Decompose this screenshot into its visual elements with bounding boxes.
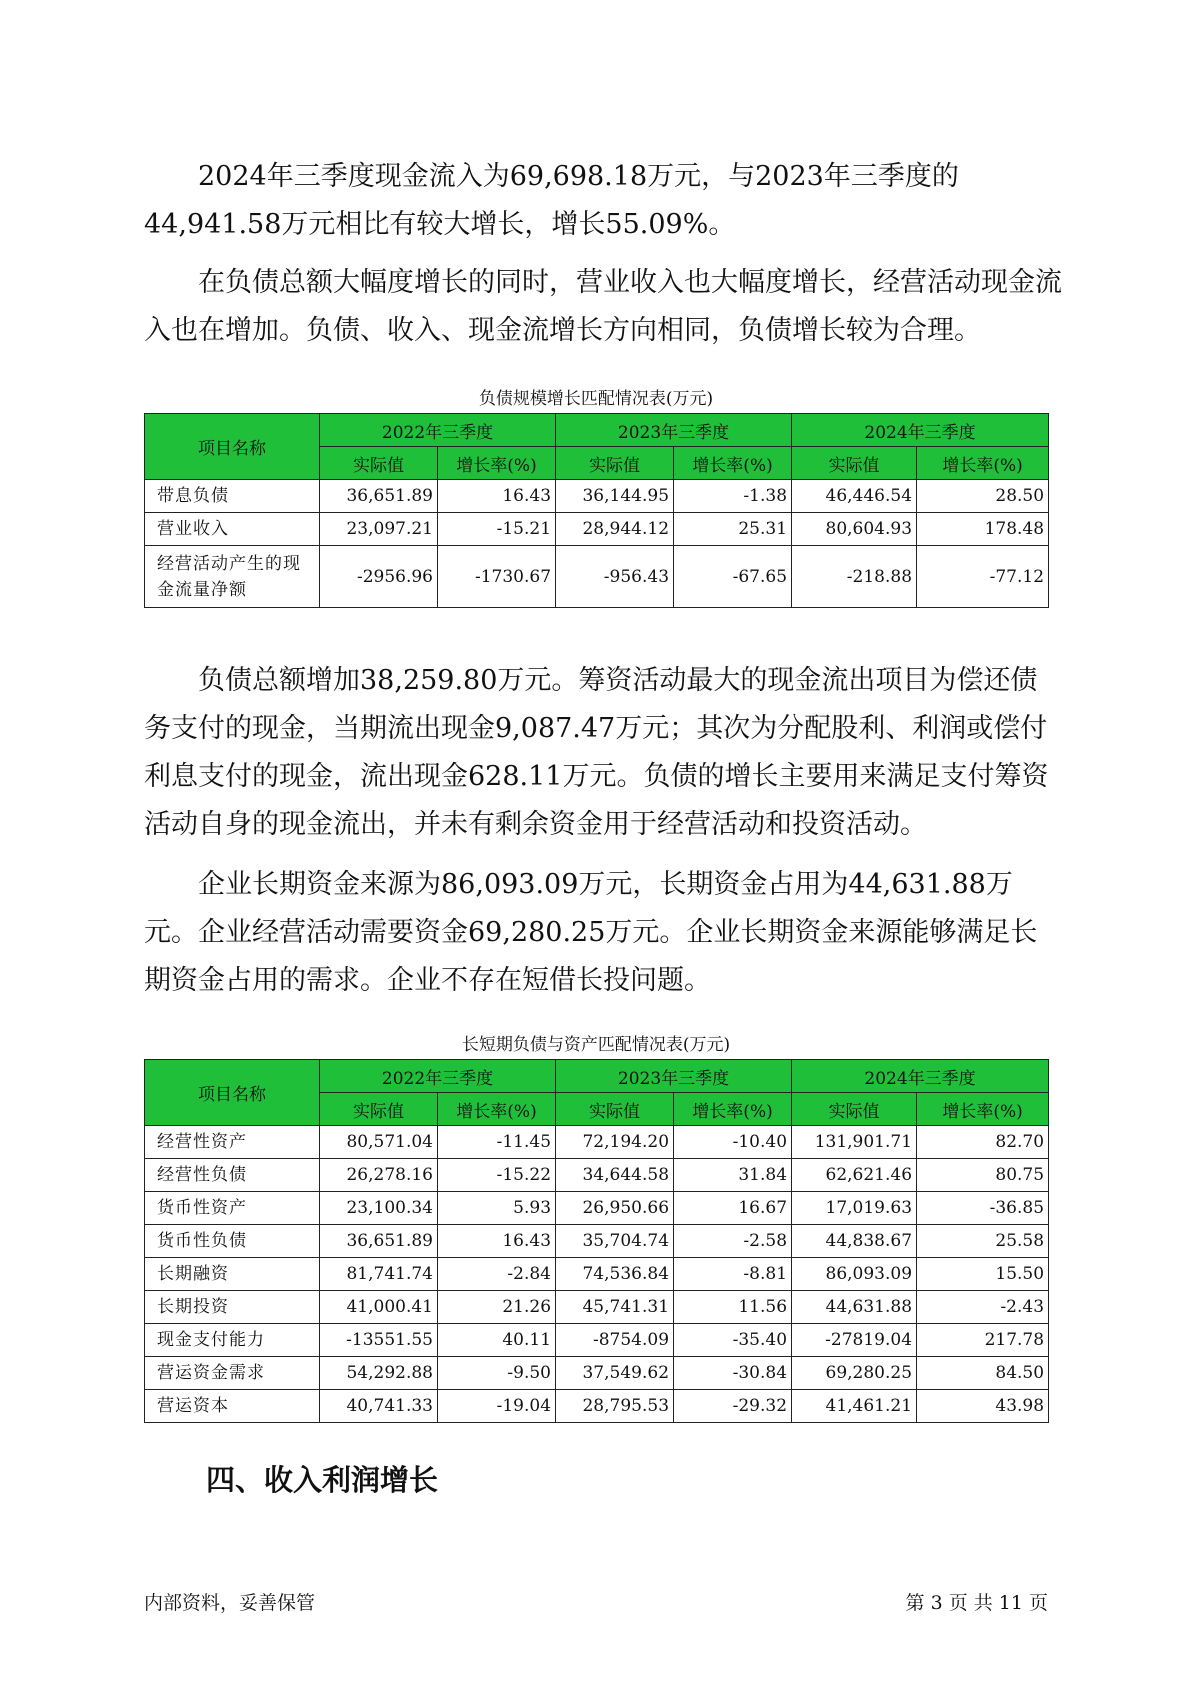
table-row: [145, 1126, 1049, 1159]
cell-actual-value: 36,651.89: [320, 1225, 438, 1258]
cell-growth-rate: 40.11: [438, 1324, 556, 1357]
cell-growth-rate: 5.93: [438, 1192, 556, 1225]
cell-growth-rate: 82.70: [917, 1126, 1049, 1159]
cell-actual-value: 17,019.63: [792, 1192, 917, 1225]
table-row: [145, 1192, 1049, 1225]
cell-growth-rate: 16.43: [438, 1225, 556, 1258]
cell-growth-rate: 217.78: [917, 1324, 1049, 1357]
table-row: [145, 1324, 1049, 1357]
header-period: 2024年三季度: [792, 1060, 1049, 1093]
table-row: [145, 1357, 1049, 1390]
cell-actual-value: 74,536.84: [556, 1258, 674, 1291]
table-row: [145, 546, 1049, 608]
cell-actual-value: 34,644.58: [556, 1159, 674, 1192]
header-growth: 增长率(%): [438, 1093, 556, 1126]
header-period: 2022年三季度: [320, 414, 556, 447]
cell-growth-rate: -10.40: [674, 1126, 792, 1159]
cell-actual-value: 35,704.74: [556, 1225, 674, 1258]
cell-growth-rate: 84.50: [917, 1357, 1049, 1390]
table-row: [145, 1390, 1049, 1423]
cell-growth-rate: -15.21: [438, 513, 556, 546]
cell-growth-rate: -77.12: [917, 546, 1049, 608]
row-label: 经营活动产生的现金流量净额: [145, 546, 320, 608]
header-growth: 增长率(%): [917, 1093, 1049, 1126]
cell-actual-value: -2956.96: [320, 546, 438, 608]
footer-page-number: 第 3 页 共 11 页: [905, 1592, 1048, 1614]
cell-growth-rate: 21.26: [438, 1291, 556, 1324]
cell-growth-rate: -1.38: [674, 480, 792, 513]
cell-actual-value: 40,741.33: [320, 1390, 438, 1423]
cell-actual-value: 131,901.71: [792, 1126, 917, 1159]
header-growth: 增长率(%): [674, 1093, 792, 1126]
row-label: 长期投资: [145, 1291, 320, 1324]
cell-growth-rate: -15.22: [438, 1159, 556, 1192]
header-growth: 增长率(%): [438, 447, 556, 480]
cell-actual-value: -8754.09: [556, 1324, 674, 1357]
cell-actual-value: 80,604.93: [792, 513, 917, 546]
asset-liability-match-table: [144, 1059, 1049, 1423]
paragraph-financing: 负债总额增加38,259.80万元。筹资活动最大的现金流出项目为偿还债务支付的现金，当期流出现金9,087.47万元；其次为分配股利、利润或偿付利息支付的现金，流出现金628.11万元。负债的增长主要用来满足支付筹资活动自身的现金流出，并未有剩余资金用于经营活动和投资活动。: [144, 665, 1049, 840]
header-growth: 增长率(%): [674, 447, 792, 480]
cell-actual-value: -218.88: [792, 546, 917, 608]
cell-growth-rate: -67.65: [674, 546, 792, 608]
header-actual: 实际值: [792, 1093, 917, 1126]
row-label: 现金支付能力: [145, 1324, 320, 1357]
footer-confidential: 内部资料，妥善保管: [144, 1592, 316, 1614]
cell-actual-value: 44,838.67: [792, 1225, 917, 1258]
cell-actual-value: 36,144.95: [556, 480, 674, 513]
cell-actual-value: 28,795.53: [556, 1390, 674, 1423]
header-period: 2022年三季度: [320, 1060, 556, 1093]
cell-growth-rate: -2.84: [438, 1258, 556, 1291]
cell-actual-value: 37,549.62: [556, 1357, 674, 1390]
cell-growth-rate: -1730.67: [438, 546, 556, 608]
cell-actual-value: 41,461.21: [792, 1390, 917, 1423]
header-period: 2023年三季度: [556, 414, 792, 447]
cell-growth-rate: 178.48: [917, 513, 1049, 546]
cell-actual-value: 26,278.16: [320, 1159, 438, 1192]
header-actual: 实际值: [320, 447, 438, 480]
cell-growth-rate: 25.31: [674, 513, 792, 546]
header-growth: 增长率(%): [917, 447, 1049, 480]
table2-caption: 长短期负债与资产匹配情况表(万元): [461, 1035, 731, 1055]
cell-actual-value: 45,741.31: [556, 1291, 674, 1324]
cell-actual-value: 23,097.21: [320, 513, 438, 546]
cell-growth-rate: -35.40: [674, 1324, 792, 1357]
cell-actual-value: 54,292.88: [320, 1357, 438, 1390]
table-row: [145, 1225, 1049, 1258]
cell-actual-value: 80,571.04: [320, 1126, 438, 1159]
cell-actual-value: 36,651.89: [320, 480, 438, 513]
cell-actual-value: 72,194.20: [556, 1126, 674, 1159]
table-row: [145, 513, 1049, 546]
header-actual: 实际值: [792, 447, 917, 480]
table-row: [145, 1159, 1049, 1192]
cell-growth-rate: -19.04: [438, 1390, 556, 1423]
table1-caption: 负债规模增长匹配情况表(万元): [478, 389, 714, 409]
row-label: 经营性资产: [145, 1126, 320, 1159]
paragraph-debt-growth: 在负债总额大幅度增长的同时，营业收入也大幅度增长，经营活动现金流入也在增加。负债、收入、现金流增长方向相同，负债增长较为合理。: [144, 267, 1062, 346]
cell-actual-value: 23,100.34: [320, 1192, 438, 1225]
header-period: 2023年三季度: [556, 1060, 792, 1093]
header-actual: 实际值: [556, 1093, 674, 1126]
table-row: [145, 1291, 1049, 1324]
cell-growth-rate: 43.98: [917, 1390, 1049, 1423]
header-item-name: 项目名称: [145, 414, 320, 480]
row-label: 货币性负债: [145, 1225, 320, 1258]
cell-growth-rate: -2.58: [674, 1225, 792, 1258]
row-label: 货币性资产: [145, 1192, 320, 1225]
cell-growth-rate: -29.32: [674, 1390, 792, 1423]
table-row: [145, 480, 1049, 513]
row-label: 带息负债: [145, 480, 320, 513]
cell-growth-rate: 16.67: [674, 1192, 792, 1225]
row-label: 营业收入: [145, 513, 320, 546]
cell-actual-value: -27819.04: [792, 1324, 917, 1357]
paragraph-cashflow: 2024年三季度现金流入为69,698.18万元，与2023年三季度的44,941.58万元相比有较大增长，增长55.09%。: [144, 161, 959, 240]
header-item-name: 项目名称: [145, 1060, 320, 1126]
cell-actual-value: 41,000.41: [320, 1291, 438, 1324]
row-label: 营运资金需求: [145, 1357, 320, 1390]
cell-actual-value: 81,741.74: [320, 1258, 438, 1291]
cell-actual-value: 69,280.25: [792, 1357, 917, 1390]
row-label: 营运资本: [145, 1390, 320, 1423]
table-row: [145, 1258, 1049, 1291]
cell-actual-value: 86,093.09: [792, 1258, 917, 1291]
cell-growth-rate: 16.43: [438, 480, 556, 513]
cell-growth-rate: 28.50: [917, 480, 1049, 513]
cell-growth-rate: 31.84: [674, 1159, 792, 1192]
cell-growth-rate: -9.50: [438, 1357, 556, 1390]
debt-scale-table: [144, 413, 1049, 608]
cell-actual-value: 28,944.12: [556, 513, 674, 546]
header-actual: 实际值: [556, 447, 674, 480]
cell-growth-rate: -11.45: [438, 1126, 556, 1159]
cell-actual-value: 46,446.54: [792, 480, 917, 513]
cell-growth-rate: 80.75: [917, 1159, 1049, 1192]
cell-growth-rate: -8.81: [674, 1258, 792, 1291]
cell-actual-value: 62,621.46: [792, 1159, 917, 1192]
header-period: 2024年三季度: [792, 414, 1049, 447]
cell-growth-rate: 15.50: [917, 1258, 1049, 1291]
cell-actual-value: 44,631.88: [792, 1291, 917, 1324]
cell-growth-rate: -30.84: [674, 1357, 792, 1390]
header-actual: 实际值: [320, 1093, 438, 1126]
cell-growth-rate: -36.85: [917, 1192, 1049, 1225]
cell-growth-rate: 25.58: [917, 1225, 1049, 1258]
cell-actual-value: -956.43: [556, 546, 674, 608]
section-heading: 四、收入利润增长: [206, 1463, 439, 1497]
cell-growth-rate: -2.43: [917, 1291, 1049, 1324]
row-label: 长期融资: [145, 1258, 320, 1291]
row-label: 经营性负债: [145, 1159, 320, 1192]
cell-growth-rate: 11.56: [674, 1291, 792, 1324]
cell-actual-value: 26,950.66: [556, 1192, 674, 1225]
paragraph-long-term-funds: 企业长期资金来源为86,093.09万元，长期资金占用为44,631.88万元。企业经营活动需要资金69,280.25万元。企业长期资金来源能够满足长期资金占用的需求。企业不存在短借长投问题。: [144, 869, 1038, 996]
cell-actual-value: -13551.55: [320, 1324, 438, 1357]
